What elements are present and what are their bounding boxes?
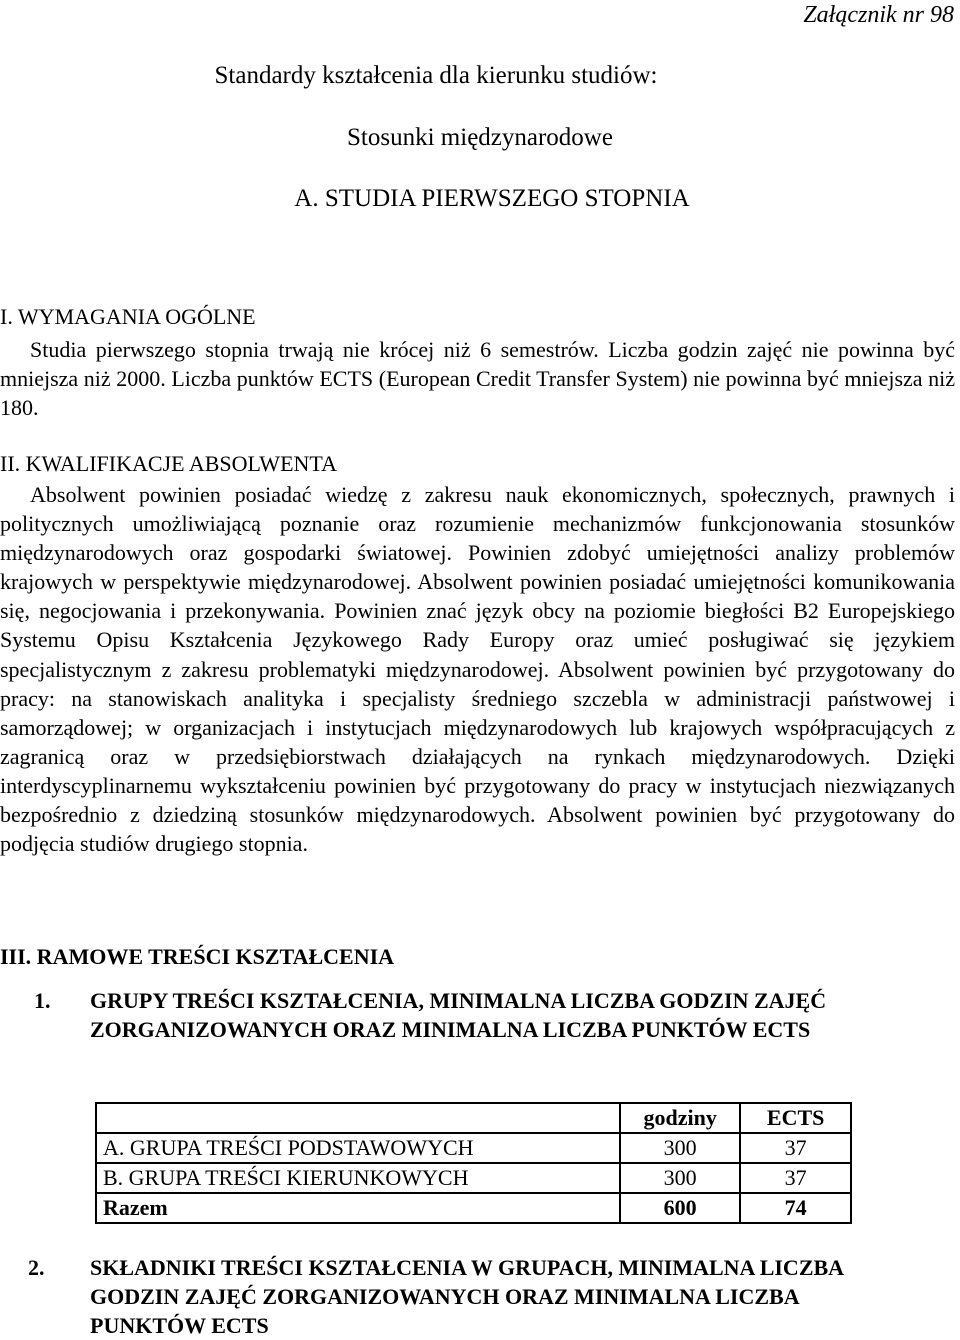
table-header-row xyxy=(96,1103,851,1133)
numbered-heading-1 xyxy=(34,986,834,1044)
table-header-hours: godziny xyxy=(620,1103,740,1133)
table-cell-hours: 300 xyxy=(620,1163,740,1193)
numbered-heading-2 xyxy=(28,1253,848,1340)
table-row xyxy=(96,1133,851,1163)
table-cell-ects: 37 xyxy=(740,1133,851,1163)
table-total-label: Razem xyxy=(96,1193,620,1223)
field-of-study: Stosunki międzynarodowe xyxy=(347,124,613,151)
table-total-ects: 74 xyxy=(740,1193,851,1223)
table-row xyxy=(96,1163,851,1193)
section-heading-graduate-qualifications: II. KWALIFIKACJE ABSOLWENTA xyxy=(0,451,337,476)
table-total-hours: 600 xyxy=(620,1193,740,1223)
numbered-heading-2-text: SKŁADNIKI TREŚCI KSZTAŁCENIA W GRUPACH, MINIMALNA LICZBA GODZIN ZAJĘĆ ZORGANIZOWANYCH ORAZ MINIMALNA LICZBA PUNKTÓW ECTS xyxy=(90,1255,843,1338)
section-heading-framework-content: III. RAMOWE TREŚCI KSZTAŁCENIA xyxy=(0,944,395,969)
table-cell-ects: 37 xyxy=(740,1163,851,1193)
table-header-ects: ECTS xyxy=(740,1103,851,1133)
graduate-qualifications-text: Absolwent powinien posiadać wiedzę z zakresu nauk ekonomicznych, społecznych, prawnych i politycznych umożliwiającą poznanie oraz rozumienie mechanizmów funkcjonowania stosunków międzynarodowych oraz gospodarki światowej. Powinien zdobyć umiejętności analizy problemów krajowych w perspektywie międzynarodowej. Absolwent powinien posiadać umiejętności komunikowania się, negocjowania i przekonywania. Powinien znać język obcy na poziomie biegłości B2 Europejskiego Systemu Opisu Kształcenia Językowego Rady Europy oraz umieć posługiwać się językiem specjalistycznym z zakresu problematyki międzynarodowej. Absolwent powinien być przygotowany do pracy: na stanowiskach analityka i specjalisty średniego szczebla w administracji państwowej i samorządowej; w organizacjach i instytucjach międzynarodowych lub krajowych współpracujących z zagranicą oraz w przedsiębiorstwach działających na rynkach międzynarodowych. Dzięki interdyscyplinarnemu wykształceniu powinien być przygotowany do pracy w instytucjach niezwiązanych bezpośrednio z dziedziną stosunków międzynarodowych. Absolwent powinien być przygotowany do podjęcia studiów drugiego stopnia. xyxy=(0,482,955,857)
table-total-row xyxy=(96,1193,851,1223)
table-cell-group: B. GRUPA TREŚCI KIERUNKOWYCH xyxy=(96,1163,620,1193)
general-requirements-text: Studia pierwszego stopnia trwają nie krócej niż 6 semestrów. Liczba godzin zajęć nie powinna być mniejsza niż 2000. Liczba punktów ECTS (European Credit Transfer System) nie powinna być mniejsza niż 180. xyxy=(0,337,955,421)
table-cell-hours: 300 xyxy=(620,1133,740,1163)
table-header-empty xyxy=(96,1103,620,1133)
section-heading-general-requirements: I. WYMAGANIA OGÓLNE xyxy=(0,304,256,329)
content-groups-table xyxy=(95,1102,852,1224)
study-level: A. STUDIA PIERWSZEGO STOPNIA xyxy=(294,185,690,212)
numbered-heading-1-text: GRUPY TREŚCI KSZTAŁCENIA, MINIMALNA LICZBA GODZIN ZAJĘĆ ZORGANIZOWANYCH ORAZ MINIMALNA LICZBA PUNKTÓW ECTS xyxy=(90,988,827,1042)
numbered-heading-2-number: 2. xyxy=(28,1255,45,1280)
numbered-heading-1-number: 1. xyxy=(34,988,51,1013)
annex-label: Załącznik nr 98 xyxy=(803,2,954,28)
document-title: Standardy kształcenia dla kierunku studiów: xyxy=(214,62,658,89)
table-cell-group: A. GRUPA TREŚCI PODSTAWOWYCH xyxy=(96,1133,620,1163)
